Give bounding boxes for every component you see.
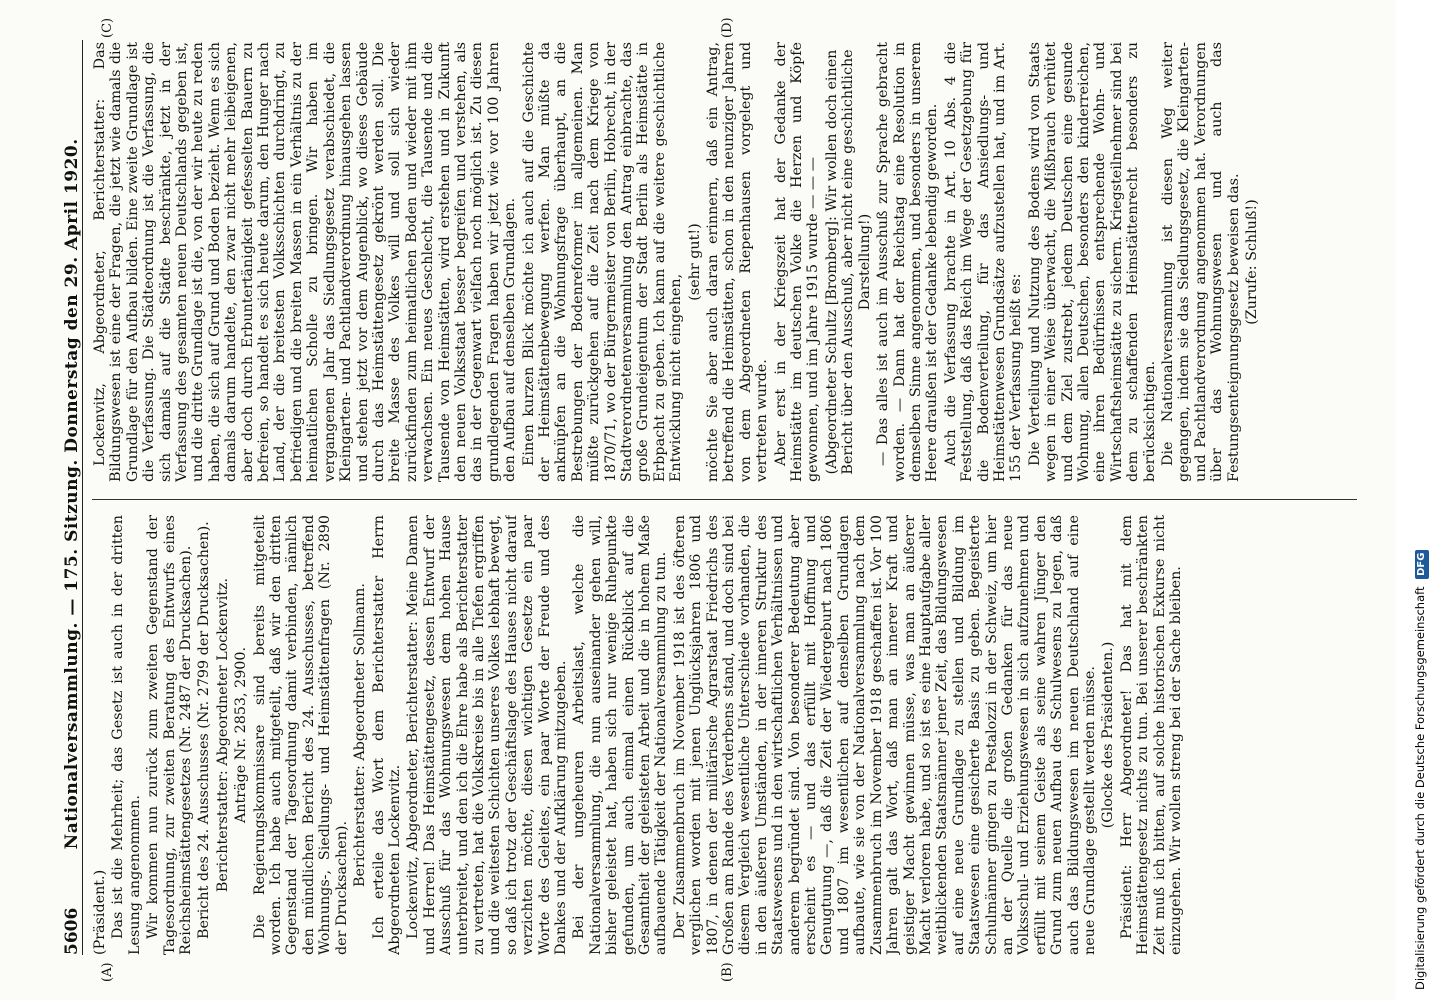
right-column: [92, 42, 1357, 482]
paragraph: Lockenvitz, Abgeordneter, Berichterstatter: Meine Damen und Herren! Das Heimstättengesetz, dessen Entwurf der Ausschuß für das Wohnungswesen dem hohen Hause unterbreitet, und den ich die Ehre habe als Berichterstatter zu vertreten, hat die Volkskreise bis in alle Tiefen ergriffen und die weitesten Schichten unseres Volkes lebhaft bewegt, so daß ich trotz der Geschäftslage des Hauses nicht darauf verzichten möchte, diesen wichtigen Gesetze ein paar Worte des Geleites, ein paar Worte der Freude und des Dankes und der Aufklärung mitzugeben.: [405, 515, 569, 955]
paragraph: Aber erst in der Kriegszeit hat der Gedanke der Heimstätte im deutschen Volke die Herzen und Köpfe gewonnen, und im Jahre 1915 wurde — — —: [772, 42, 822, 482]
paragraph: Der Zusammenbruch im November 1918 ist des öfteren verglichen worden mit jenen Unglücksjahren 1806 und 1807, in denen der militärische Agrarstaat Friedrichs des Großen am Rande des Verderbens stand, und doch sind bei diesem Vergleich wesentliche Unterschiede vorhanden, die in den äußeren Umständen, in der inneren Struktur des Staatswesens und in den wirtschaftlichen Verhältnissen und anderem begründet sind. Von besonderer Bedeutung aber erscheint es — und das erfüllt mit Hoffnung und Genugtuung —, daß die Zeit der Wiedergeburt nach 1806 und 1807 im wesentlichen auf denselben Grundlagen aufbaute, wie sie von der Nationalversammlung nach dem Zusammenbruch im November 1918 geschaffen ist. Vor 100 Jahren galt das Wort, daß man an innerer Kraft und geistiger Macht gewinnen müsse, was man an äußerer Macht verloren habe, und so ist es eine Hauptaufgabe aller weitblickenden Staatsmänner jener Zeit, das Bildungswesen auf eine neue Grundlage zu stellen und Bildung im Staatswesen eine gesicherte Basis zu geben. Begeisterte Schulmänner gingen zu Pestalozzi in der Schweiz, um hier an der Quelle die großen Gedanken für das neue Volksschul- und Erziehungswesen in sich aufzunehmen und erfüllt mit seinem Geiste als seine wahren Jünger den Grund zum neuen Aufbau des Schulwesens zu legen, daß auch das Bildungswesen im neuen Deutschland auf eine neue Grundlage gestellt werden müsse.: [671, 515, 1098, 955]
margin-marker-c: (C): [100, 17, 115, 38]
paragraph: Anträge Nr. 2853, 2900.: [233, 646, 250, 824]
quotation: Die Verteilung und Nutzung des Bodens wird von Staats wegen in einer Weise überwacht, die Mißbrauch verhütet und dem Ziel zustrebt, jedem Deutschen eine gesunde Wohnung, allen Deutschen, besonders den kinderreichen, eine ihren Bedürfnissen entsprechende Wohn- und Wirtschaftsheimstätte zu sichern. Kriegsteilnehmer sind bei dem zu schaffenden Heimstättenrecht besonders zu berücksichtigen.: [1026, 42, 1158, 482]
page-title: Nationalversammlung. — 175. Sitzung. Donnerstag den 29. April 1920.: [62, 138, 82, 850]
interjection: (Glocke des Präsidenten.): [1100, 641, 1117, 829]
paragraph: Die Nationalversammlung ist diesen Weg weiter gegangen, indem sie das Siedlungsgesetz, die Kleingarten- und Pachtlandverordnung angenommen hat. Verordnungen über das Wohnungswesen und auch das Festungsenteignungsgesetz beweisen das.: [1160, 42, 1242, 482]
paragraph: Die Regierungskommissare sind bereits mitgeteilt worden. Ich habe auch mitgeteilt, daß wir den dritten Gegenstand der Tagesordnung damit verbinden, nämlich den mündlichen Bericht des 24. Ausschusses, betreffend Wohnungs-, Siedlungs- und Heimstättenfragen (Nr. 2890 der Drucksachen).: [251, 515, 350, 955]
interjection: (Abgeordneter Schultz [Bromberg]: Wir wollen doch einen Bericht über den Ausschuß, aber nicht eine geschichtliche Darstellung!): [823, 49, 873, 475]
paragraph: Einen kurzen Blick möchte ich auch auf die Geschichte der Heimstättenbewegung werfen. Man müßte da anknüpfen an die Wohnungsfrage überhaupt, an die Bestrebungen der Bodenreformer im allgemeinen. Man müßte zurückgehen auf die Zeit nach dem Kriege von 1870/71, wo der Bürgermeister von Berlin, Hobrecht, in der Stadtverordnetenversammlung den Antrag einbrachte, das große Grundeigentum der Stadt Berlin als Heimstätte in Erbpacht zu geben. Ich kann auf die weitere geschichtliche Entwicklung nicht eingehen,: [520, 42, 685, 482]
dfg-logo: DFG: [1415, 550, 1429, 579]
margin-marker-d: (D): [720, 17, 735, 38]
paragraph: Lockenvitz, Abgeordneter, Berichterstatter: Das Bildungswesen ist eine der Fragen, die jetzt wie damals die Grundlage für den Aufbau bilden. Eine zweite Grundlage ist die Verfassung. Die Städteordnung ist die Verfassung, die sich damals auf die Städte beschränkte, jetzt in der Verfassung des gesamten neuen Deutschlands gegeben ist, und die dritte Grundlage ist die, von der wir heute zu reden haben, die sich auf Grund und Boden bezieht. Wenn es sich damals darum handelte, den zwar nicht mehr leibeigenen, aber doch durch Erbuntertänigkeit gefesselten Bauern zu befreien, so handelt es sich heute darum, den Hunger nach Land, der die breitesten Volksschichten durchdringt, zu befriedigen und die breiten Massen in ein Verhältnis zu der heimatlichen Scholle zu bringen. Wir haben im vergangenen Jahr das Siedlungsgesetz verabschiedet, die Kleingarten- und Pachtlandverordnung hinausgehen lassen und stehen jetzt vor dem Augenblick, wo dieses Gebäude durch das Heimstättengesetz gekrönt werden soll. Die breite Masse des Volkes will und soll sich wieder zurückfinden zum heimatlichen Boden und wieder mit ihm verwachsen. Ein neues Geschlecht, die Tausende und die Tausende von Heimstätten, wird erstehen und in Zukunft den neuen Volksstaat besser begreifen und verstehen, als das in der Gegenwart vielfach noch möglich ist. Zu diesen grundlegenden Fragen haben wir jetzt wie vor 100 Jahren den Aufbau auf denselben Grundlagen.: [92, 42, 519, 482]
paragraph: Ich erteile das Wort dem Berichterstatter Herrn Abgeordneten Lockenvitz.: [370, 515, 403, 955]
interjection: (Zurufe: Schluß!): [1244, 199, 1261, 325]
margin-marker-a: (A): [100, 962, 115, 982]
interjection: (sehr gut!): [686, 223, 703, 301]
paragraph: Präsident: Herr Abgeordneter! Das hat mit dem Heimstättengesetz nichts zu tun. Bei unserer beschränkten Zeit muß ich bitten, auf solche historischen Exkurse nicht einzugehen. Wir wollen streng bei der Sache bleiben.: [1118, 515, 1184, 955]
paragraph: Berichterstatter: Abgeordneter Sollmann.: [352, 583, 369, 887]
paragraph: Bericht des 24. Ausschusses (Nr. 2799 der Drucksachen).: [196, 521, 213, 939]
digitization-credit: [1408, 10, 1432, 990]
paragraph: Das ist die Mehrheit; das Gesetz ist auch in der dritten Lesung angenommen.: [110, 515, 143, 955]
margin-marker-b: (B): [720, 962, 735, 982]
paragraph: möchte Sie aber auch daran erinnern, daß ein Antrag, betreffend die Heimstätten, schon in den neunziger Jahren von dem Abgeordneten Riepenhausen vorgelegt und vertreten wurde.: [705, 42, 771, 482]
page-number: 5606: [62, 907, 82, 955]
paragraph: Bei der ungeheuren Arbeitslast, welche die Nationalversammlung, die nun auseinander gehen will, bisher geleistet hat, haben sich nur wenige Ruhepunkte gefunden, um auch einmal einen Rückblick auf die Gesamtheit der geleisteten Arbeit und die in hohem Maße aufbauende Tätigkeit der Nationalversammlung zu tun.: [571, 515, 670, 955]
paragraph: Berichterstatter: Abgeordneter Lockenvitz.: [214, 577, 231, 893]
speaker-label: (Präsident.): [92, 869, 108, 955]
left-column: [92, 515, 1357, 955]
paragraph: Auch die Verfassung brachte in Art. 10 Abs. 4 die Feststellung, daß das Reich im Wege der Gesetzgebung für die Bodenverteilung, für das Ansiedlungs- und Heimstättenwesen Grundsätze aufzustellen hat, und im Art. 155 der Verfassung heißt es:: [942, 42, 1025, 482]
column-divider: [92, 499, 1357, 500]
paragraph: — Das alles ist auch im Ausschuß zur Sprache gebracht worden. — Dann hat der Reichstag eine Resolution in demselben Sinne angenommen, und besonders in unserem Heere draußen ist der Gedanke lebendig geworden.: [875, 42, 941, 482]
paragraph: Wir kommen nun zurück zum zweiten Gegenstand der Tagesordnung, zur zweiten Beratung des Entwurfs eines Reichsheimstättengesetzes (Nr. 2487 der Drucksachen).: [145, 515, 195, 955]
page-header: [48, 40, 83, 955]
digitization-note: Digitalisierung gefördert durch die Deutsche Forschungsgemeinschaft: [1413, 586, 1427, 990]
